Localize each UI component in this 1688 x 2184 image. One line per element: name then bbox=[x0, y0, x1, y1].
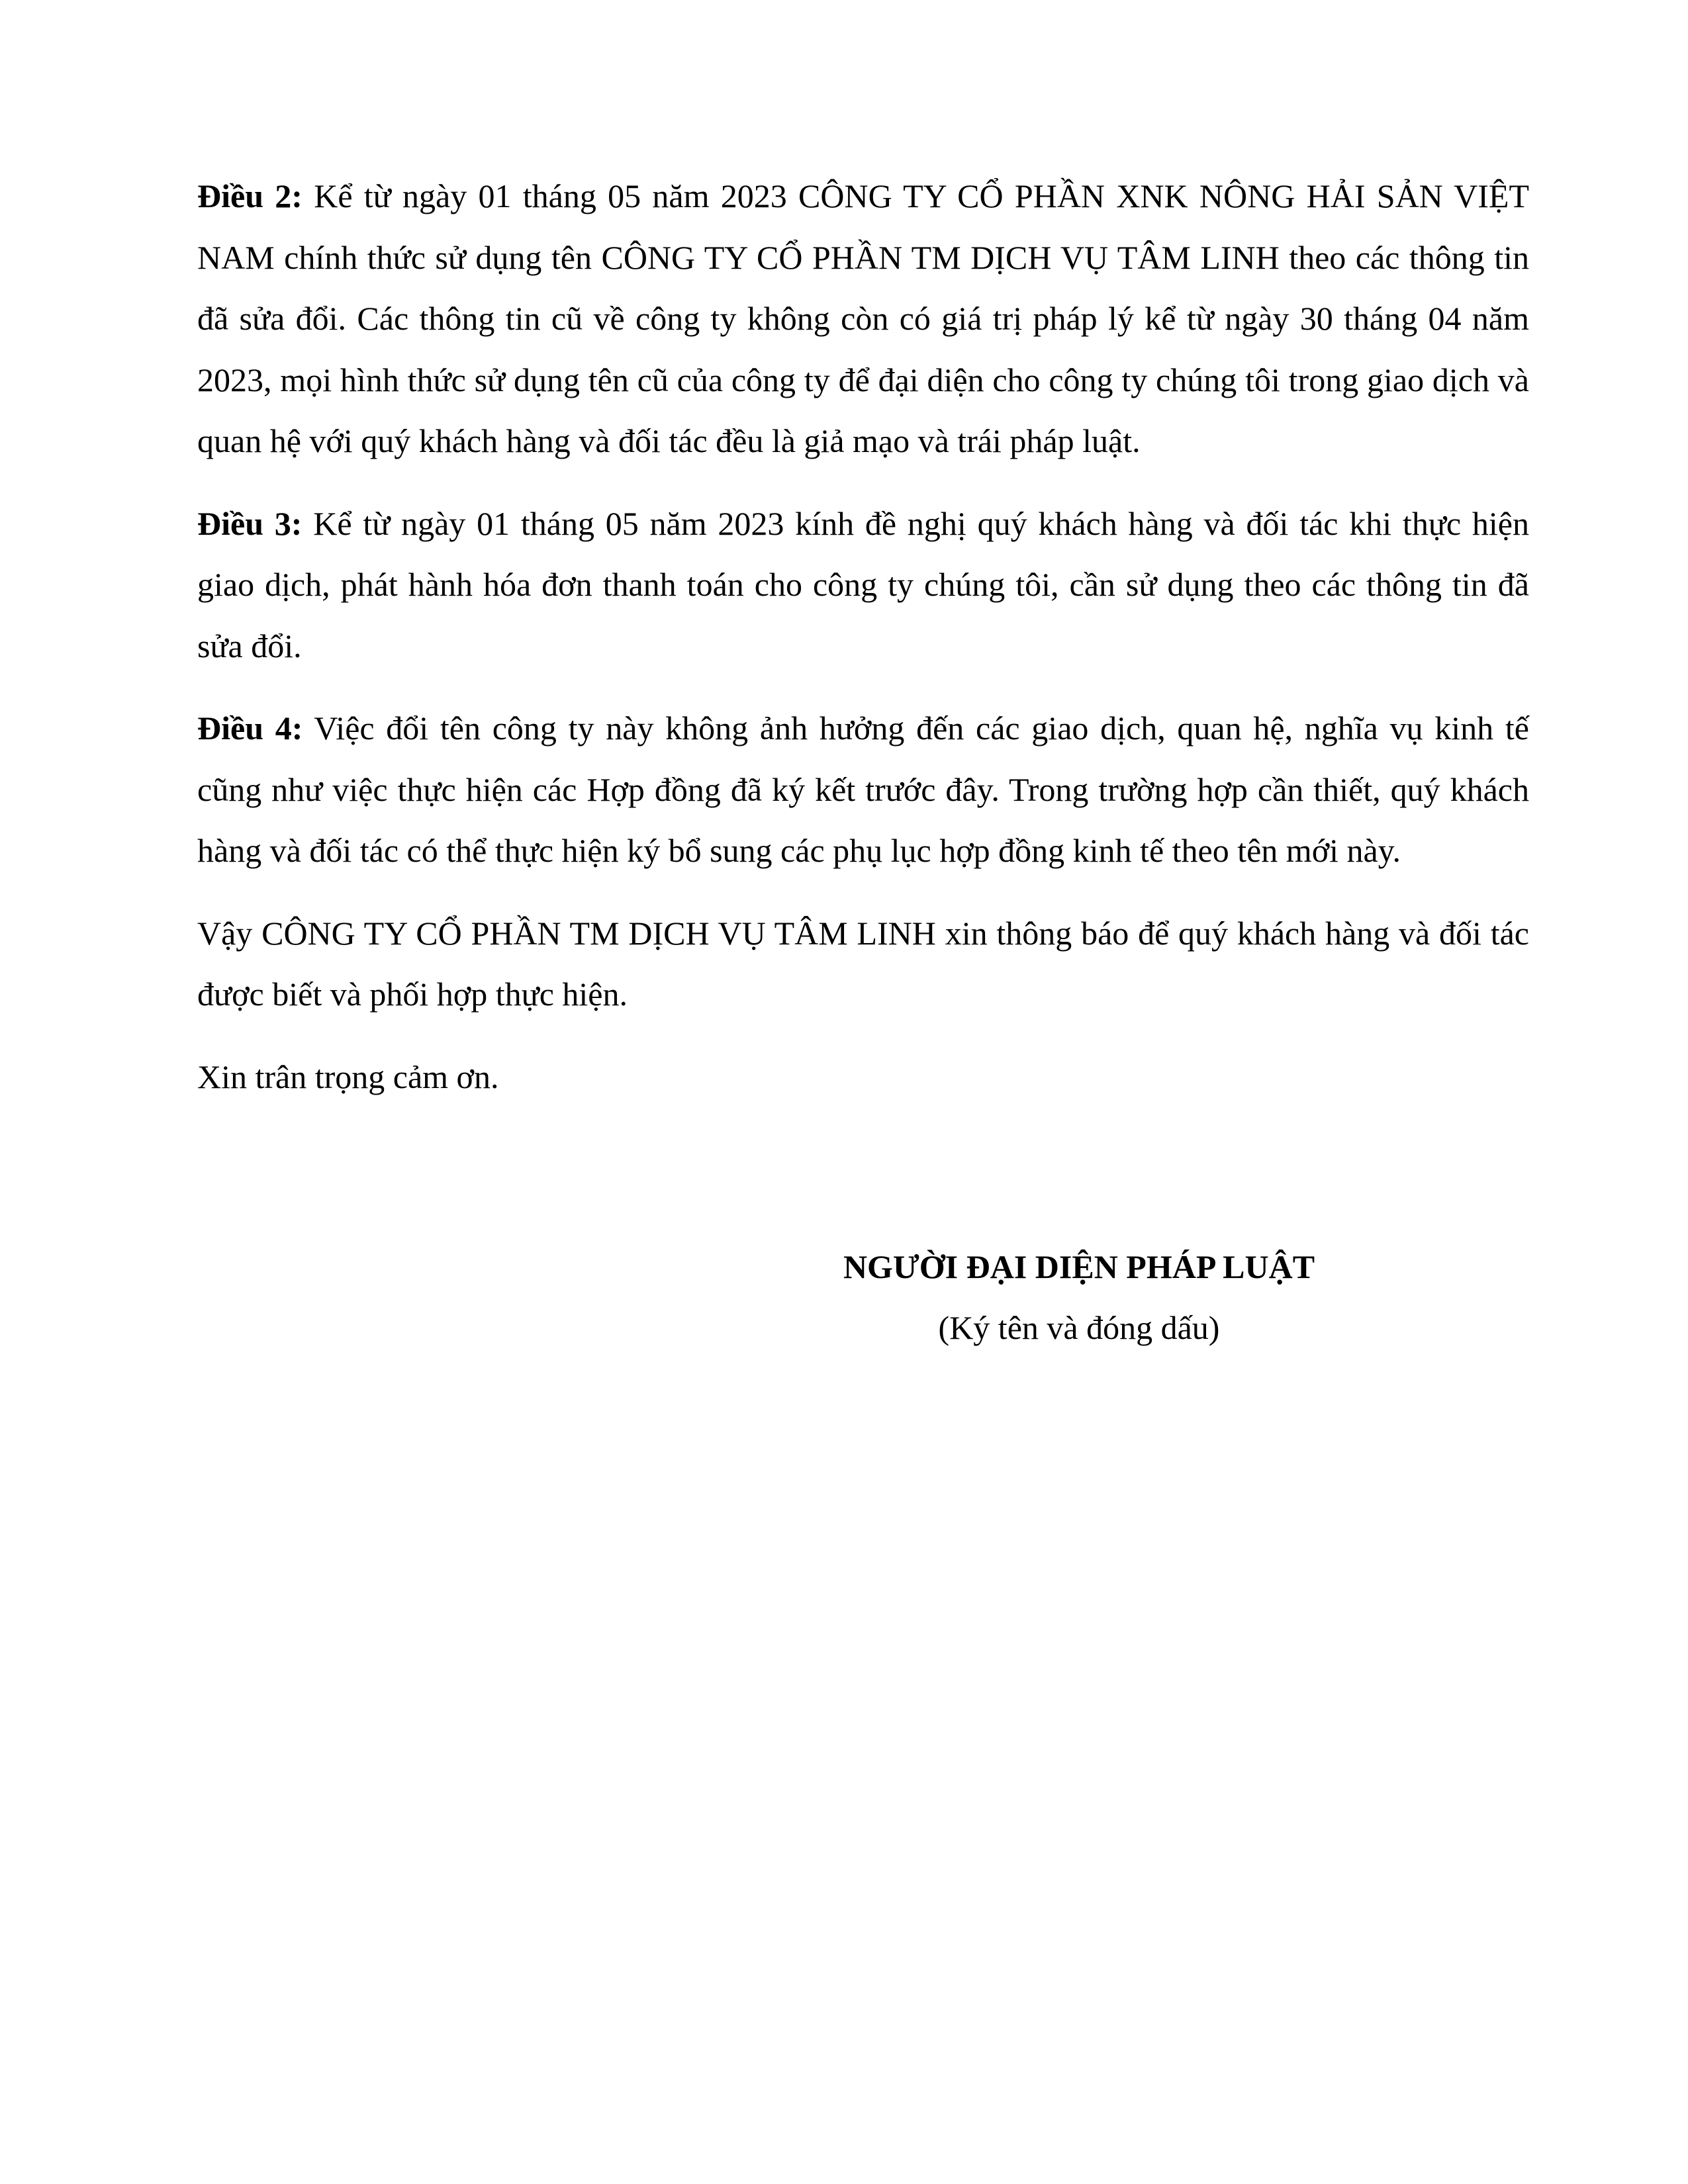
signature-note: (Ký tên và đóng dấu) bbox=[938, 1309, 1220, 1346]
closing-paragraph: Vậy CÔNG TY CỔ PHẦN TM DỊCH VỤ TÂM LINH xin thông báo để quý khách hàng và đối tác được biết và phối hợp thực hiện. bbox=[197, 914, 1529, 1013]
article-4-label: Điều 4: bbox=[197, 709, 303, 747]
document-body bbox=[197, 165, 1529, 1128]
article-4-text: Việc đổi tên công ty này không ảnh hưởng đến các giao dịch, quan hệ, nghĩa vụ kinh tế cũng như việc thực hiện các Hợp đồng đã ký kết trước đây. Trong trường hợp cần thiết, quý khách hàng và đối tác có thể thực hiện ký bổ sung các phụ lục hợp đồng kinh tế theo tên mới này. bbox=[197, 709, 1529, 869]
thanks-line: Xin trân trọng cảm ơn. bbox=[197, 1058, 499, 1095]
article-2-label: Điều 2: bbox=[197, 177, 303, 214]
article-3 bbox=[197, 493, 1529, 677]
article-3-label: Điều 3: bbox=[197, 504, 303, 542]
signature-block bbox=[728, 1236, 1430, 1358]
article-2 bbox=[197, 165, 1529, 472]
article-4 bbox=[197, 698, 1529, 882]
article-3-text: Kể từ ngày 01 tháng 05 năm 2023 kính đề nghị quý khách hàng và đối tác khi thực hiện giao dịch, phát hành hóa đơn thanh toán cho công ty chúng tôi, cần sử dụng theo các thông tin đã sửa đổi. bbox=[197, 504, 1529, 664]
article-2-text: Kể từ ngày 01 tháng 05 năm 2023 CÔNG TY CỔ PHẦN XNK NÔNG HẢI SẢN VIỆT NAM chính thức sử dụng tên CÔNG TY CỔ PHẦN TM DỊCH VỤ TÂM LINH theo các thông tin đã sửa đổi. Các thông tin cũ về công ty không còn có giá trị pháp lý kể từ ngày 30 tháng 04 năm 2023, mọi hình thức sử dụng tên cũ của công ty để đại diện cho công ty chúng tôi trong giao dịch và quan hệ với quý khách hàng và đối tác đều là giả mạo và trái pháp luật. bbox=[197, 177, 1530, 459]
signature-title: NGƯỜI ĐẠI DIỆN PHÁP LUẬT bbox=[843, 1248, 1315, 1285]
